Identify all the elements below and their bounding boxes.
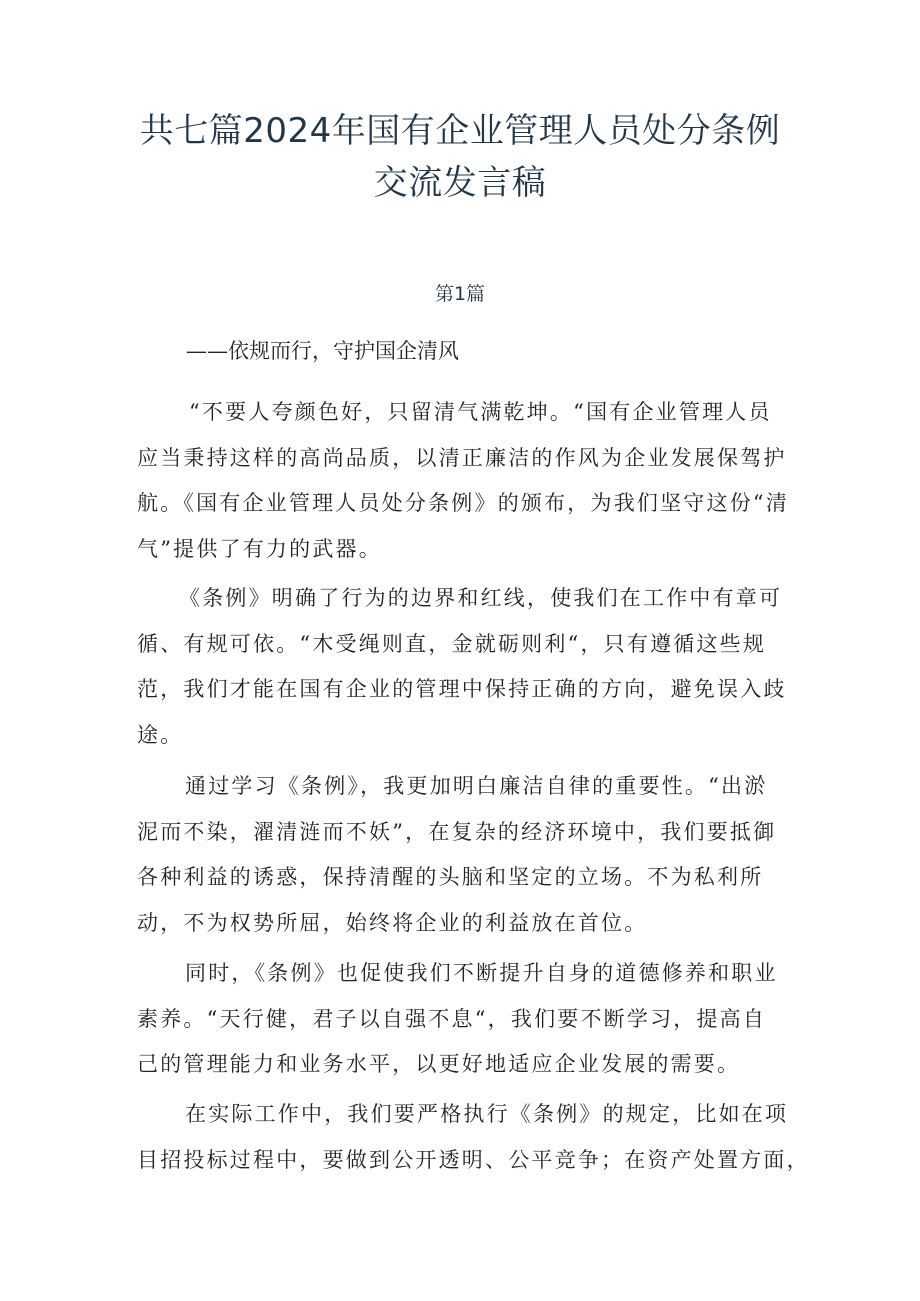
section-subtitle: ——依规而行，守护国企清风 [186,339,459,363]
paragraph-line: 动，不为权势所屈，始终将企业的利益放在首位。 [137,910,648,935]
paragraph [137,576,797,758]
paragraph-line: 途。 [137,722,184,747]
document-title [100,105,820,209]
paragraph-line: 泥而不染，濯清涟而不妖”，在复杂的经济环境中，我们要抵御 [137,819,777,844]
paragraph-line: “不要人夸颜色好，只留清气满乾坤。“国有企业管理人员 [189,400,772,424]
paragraph-line: 应当秉持这样的高尚品质，以清正廉洁的作风为企业发展保驾护 [137,445,787,470]
paragraph-line: 己的管理能力和业务水平，以更好地适应企业发展的需要。 [137,1052,741,1076]
paragraph-line: 素养。“天行健，君子以自强不息“，我们要不断学习，提高自 [137,1006,767,1031]
paragraph [137,951,797,1088]
paragraph-line: 范，我们才能在国有企业的管理中保持正确的方向，避免误入歧 [137,677,787,701]
paragraph [137,764,797,946]
paragraph-line: 目招投标过程中，要做到公开透明、公平竞争；在资产处置方面， [137,1147,810,1172]
paragraph-line: 通过学习《条例》，我更加明白廉洁自律的重要性。“出淤 [185,774,768,798]
paragraph-line: 在实际工作中，我们要严格执行《条例》的规定，比如在项 [185,1102,789,1126]
section-heading: 第1篇 [434,283,486,305]
paragraph [137,390,797,572]
paragraph [137,1092,810,1183]
paragraph-line: 各种利益的诱惑，保持清醒的头脑和坚定的立场。不为私利所 [137,865,764,889]
paragraph-line: 同时，《条例》也促使我们不断提升自身的道德修养和职业 [185,961,778,985]
document-title-line: 交流发言稿 [373,163,547,203]
paragraph-line: 航。《国有企业管理人员处分条例》的颁布，为我们坚守这份“清 [137,491,790,515]
paragraph-line: 《条例》明确了行为的边界和红线，使我们在工作中有章可 [179,586,783,610]
document-title-line: 共七篇2024年国有企业管理人员处分条例 [139,111,781,151]
paragraph-line: 循、有规可依。“木受绳则直，金就砺则利“，只有遵循这些规 [137,631,767,656]
paragraph-line: 气”提供了有力的武器。 [137,536,382,561]
